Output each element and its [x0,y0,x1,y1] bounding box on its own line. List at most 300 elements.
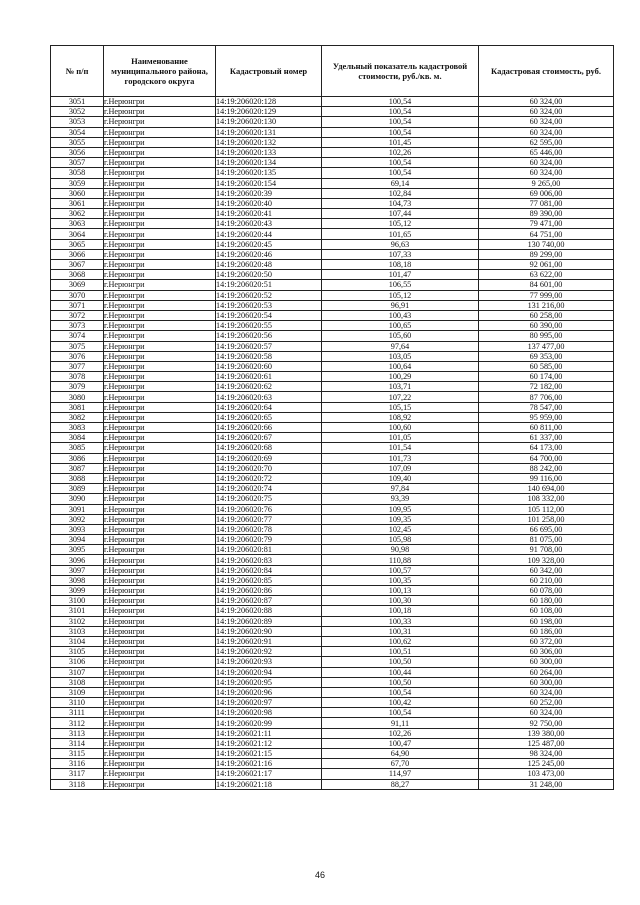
row-district: г.Нерюнгри [104,626,216,636]
row-value: 60 324,00 [479,708,614,718]
row-indicator: 101,73 [322,453,479,463]
row-number: 3114 [51,738,104,748]
row-indicator: 100,18 [322,606,479,616]
row-number: 3092 [51,514,104,524]
row-district: г.Нерюнгри [104,260,216,270]
row-indicator: 100,54 [322,158,479,168]
row-value: 89 390,00 [479,209,614,219]
row-number: 3081 [51,402,104,412]
table-row [51,728,614,738]
row-indicator: 90,98 [322,545,479,555]
row-number: 3115 [51,749,104,759]
row-value: 60 180,00 [479,596,614,606]
row-district: г.Нерюнгри [104,351,216,361]
row-cadastral-number: 14:19:206020:94 [216,667,322,677]
row-number: 3057 [51,158,104,168]
table-row [51,504,614,514]
row-value: 64 751,00 [479,229,614,239]
table-row [51,657,614,667]
row-district: г.Нерюнгри [104,168,216,178]
table-row [51,779,614,789]
row-cadastral-number: 14:19:206020:75 [216,494,322,504]
row-cadastral-number: 14:19:206020:98 [216,708,322,718]
row-district: г.Нерюнгри [104,484,216,494]
row-cadastral-number: 14:19:206020:44 [216,229,322,239]
row-indicator: 102,26 [322,147,479,157]
row-value: 103 473,00 [479,769,614,779]
row-district: г.Нерюнгри [104,565,216,575]
row-district: г.Нерюнгри [104,402,216,412]
table-row [51,687,614,697]
table-row [51,239,614,249]
row-number: 3066 [51,249,104,259]
table-row [51,484,614,494]
row-cadastral-number: 14:19:206021:16 [216,759,322,769]
row-number: 3076 [51,351,104,361]
row-district: г.Нерюнгри [104,473,216,483]
row-number: 3078 [51,372,104,382]
row-number: 3110 [51,698,104,708]
table-row [51,769,614,779]
row-value: 61 337,00 [479,433,614,443]
table-row [51,382,614,392]
table-row [51,219,614,229]
row-value: 78 547,00 [479,402,614,412]
row-indicator: 100,29 [322,372,479,382]
row-district: г.Нерюнгри [104,290,216,300]
row-value: 60 300,00 [479,677,614,687]
row-number: 3064 [51,229,104,239]
row-cadastral-number: 14:19:206020:133 [216,147,322,157]
row-number: 3067 [51,260,104,270]
row-district: г.Нерюнгри [104,270,216,280]
row-cadastral-number: 14:19:206020:87 [216,596,322,606]
table-row [51,290,614,300]
row-district: г.Нерюнгри [104,209,216,219]
row-indicator: 97,84 [322,484,479,494]
row-indicator: 108,18 [322,260,479,270]
row-cadastral-number: 14:19:206020:68 [216,443,322,453]
row-number: 3087 [51,463,104,473]
row-indicator: 67,70 [322,759,479,769]
header-specific-indicator: Удельный показатель кадастровой стоимости, руб./кв. м. [322,46,479,97]
row-indicator: 100,50 [322,657,479,667]
table-row [51,260,614,270]
row-cadastral-number: 14:19:206020:70 [216,463,322,473]
row-district: г.Нерюнгри [104,514,216,524]
row-value: 60 585,00 [479,361,614,371]
table-row [51,300,614,310]
row-cadastral-number: 14:19:206020:53 [216,300,322,310]
cadastral-value-table [50,45,614,790]
row-cadastral-number: 14:19:206020:66 [216,423,322,433]
row-cadastral-number: 14:19:206020:74 [216,484,322,494]
row-value: 98 324,00 [479,749,614,759]
row-number: 3096 [51,555,104,565]
row-number: 3062 [51,209,104,219]
table-row [51,168,614,178]
row-number: 3118 [51,779,104,789]
row-indicator: 97,64 [322,341,479,351]
row-indicator: 106,55 [322,280,479,290]
row-value: 99 116,00 [479,473,614,483]
row-district: г.Нерюнгри [104,229,216,239]
row-value: 64 700,00 [479,453,614,463]
table-row [51,229,614,239]
row-cadastral-number: 14:19:206020:154 [216,178,322,188]
row-indicator: 93,39 [322,494,479,504]
row-cadastral-number: 14:19:206020:91 [216,636,322,646]
row-value: 9 265,00 [479,178,614,188]
row-indicator: 110,88 [322,555,479,565]
row-cadastral-number: 14:19:206020:39 [216,188,322,198]
row-district: г.Нерюнгри [104,239,216,249]
table-header [51,46,614,97]
row-value: 87 706,00 [479,392,614,402]
row-cadastral-number: 14:19:206020:85 [216,575,322,585]
row-value: 84 601,00 [479,280,614,290]
table-row [51,555,614,565]
table-row [51,97,614,107]
row-district: г.Нерюнгри [104,596,216,606]
row-district: г.Нерюнгри [104,667,216,677]
row-cadastral-number: 14:19:206021:15 [216,749,322,759]
row-indicator: 100,54 [322,168,479,178]
row-cadastral-number: 14:19:206020:135 [216,168,322,178]
row-number: 3105 [51,647,104,657]
row-cadastral-number: 14:19:206020:88 [216,606,322,616]
row-cadastral-number: 14:19:206020:129 [216,107,322,117]
row-value: 60 324,00 [479,127,614,137]
row-indicator: 100,57 [322,565,479,575]
table-row [51,636,614,646]
row-district: г.Нерюнгри [104,117,216,127]
table-row [51,647,614,657]
row-indicator: 100,54 [322,127,479,137]
row-district: г.Нерюнгри [104,586,216,596]
row-district: г.Нерюнгри [104,575,216,585]
row-number: 3107 [51,667,104,677]
row-indicator: 107,33 [322,249,479,259]
row-district: г.Нерюнгри [104,749,216,759]
header-district: Наименование муниципального района, городского округа [104,46,216,97]
row-district: г.Нерюнгри [104,147,216,157]
row-district: г.Нерюнгри [104,494,216,504]
row-value: 60 186,00 [479,626,614,636]
row-cadastral-number: 14:19:206020:51 [216,280,322,290]
row-value: 31 248,00 [479,779,614,789]
row-value: 60 324,00 [479,158,614,168]
row-number: 3112 [51,718,104,728]
row-value: 79 471,00 [479,219,614,229]
row-cadastral-number: 14:19:206020:52 [216,290,322,300]
row-district: г.Нерюнгри [104,412,216,422]
row-cadastral-number: 14:19:206020:95 [216,677,322,687]
row-indicator: 109,95 [322,504,479,514]
row-value: 60 252,00 [479,698,614,708]
table-row [51,626,614,636]
row-number: 3068 [51,270,104,280]
row-indicator: 100,35 [322,575,479,585]
row-value: 105 112,00 [479,504,614,514]
row-district: г.Нерюнгри [104,107,216,117]
table-row [51,158,614,168]
row-value: 66 695,00 [479,524,614,534]
row-indicator: 100,54 [322,107,479,117]
row-number: 3088 [51,473,104,483]
row-value: 125 487,00 [479,738,614,748]
row-indicator: 100,62 [322,636,479,646]
row-indicator: 101,54 [322,443,479,453]
row-district: г.Нерюнгри [104,300,216,310]
row-number: 3098 [51,575,104,585]
row-number: 3074 [51,331,104,341]
row-value: 69 353,00 [479,351,614,361]
row-district: г.Нерюнгри [104,769,216,779]
row-district: г.Нерюнгри [104,687,216,697]
table-row [51,667,614,677]
row-indicator: 107,44 [322,209,479,219]
row-indicator: 100,54 [322,117,479,127]
table-row [51,514,614,524]
row-district: г.Нерюнгри [104,198,216,208]
header-cadastral-number: Кадастровый номер [216,46,322,97]
row-indicator: 91,11 [322,718,479,728]
row-district: г.Нерюнгри [104,606,216,616]
row-number: 3077 [51,361,104,371]
row-cadastral-number: 14:19:206020:128 [216,97,322,107]
row-number: 3061 [51,198,104,208]
row-indicator: 105,12 [322,219,479,229]
row-district: г.Нерюнгри [104,372,216,382]
row-district: г.Нерюнгри [104,219,216,229]
row-cadastral-number: 14:19:206020:61 [216,372,322,382]
row-cadastral-number: 14:19:206020:62 [216,382,322,392]
row-indicator: 101,45 [322,137,479,147]
row-cadastral-number: 14:19:206020:78 [216,524,322,534]
row-indicator: 100,42 [322,698,479,708]
row-value: 89 299,00 [479,249,614,259]
table-row [51,698,614,708]
row-district: г.Нерюнгри [104,535,216,545]
row-district: г.Нерюнгри [104,708,216,718]
table-row [51,606,614,616]
table-row [51,209,614,219]
row-cadastral-number: 14:19:206020:93 [216,657,322,667]
row-value: 60 324,00 [479,117,614,127]
row-indicator: 100,54 [322,708,479,718]
row-cadastral-number: 14:19:206020:130 [216,117,322,127]
row-value: 60 324,00 [479,97,614,107]
row-indicator: 100,31 [322,626,479,636]
row-district: г.Нерюнгри [104,636,216,646]
row-indicator: 101,47 [322,270,479,280]
row-value: 81 075,00 [479,535,614,545]
row-cadastral-number: 14:19:206020:84 [216,565,322,575]
row-number: 3106 [51,657,104,667]
row-cadastral-number: 14:19:206021:17 [216,769,322,779]
row-value: 139 380,00 [479,728,614,738]
row-indicator: 102,84 [322,188,479,198]
row-district: г.Нерюнгри [104,188,216,198]
row-district: г.Нерюнгри [104,463,216,473]
row-number: 3059 [51,178,104,188]
row-number: 3103 [51,626,104,636]
row-number: 3080 [51,392,104,402]
table-row [51,107,614,117]
row-district: г.Нерюнгри [104,453,216,463]
row-value: 60 174,00 [479,372,614,382]
row-value: 60 300,00 [479,657,614,667]
row-district: г.Нерюнгри [104,321,216,331]
row-value: 60 324,00 [479,168,614,178]
row-cadastral-number: 14:19:206020:54 [216,310,322,320]
row-number: 3070 [51,290,104,300]
row-value: 137 477,00 [479,341,614,351]
row-indicator: 105,60 [322,331,479,341]
row-value: 63 622,00 [479,270,614,280]
row-indicator: 114,97 [322,769,479,779]
table-row [51,535,614,545]
table-row [51,127,614,137]
row-indicator: 108,92 [322,412,479,422]
row-district: г.Нерюнгри [104,310,216,320]
row-number: 3079 [51,382,104,392]
row-value: 88 242,00 [479,463,614,473]
table-row [51,117,614,127]
row-number: 3084 [51,433,104,443]
row-number: 3099 [51,586,104,596]
row-indicator: 105,12 [322,290,479,300]
table-row [51,718,614,728]
row-cadastral-number: 14:19:206020:86 [216,586,322,596]
row-value: 60 108,00 [479,606,614,616]
row-indicator: 88,27 [322,779,479,789]
table-row [51,453,614,463]
row-indicator: 101,65 [322,229,479,239]
row-district: г.Нерюнгри [104,555,216,565]
row-district: г.Нерюнгри [104,382,216,392]
row-number: 3054 [51,127,104,137]
row-cadastral-number: 14:19:206020:131 [216,127,322,137]
row-value: 62 595,00 [479,137,614,147]
table-row [51,443,614,453]
row-cadastral-number: 14:19:206020:65 [216,412,322,422]
row-number: 3085 [51,443,104,453]
row-district: г.Нерюнгри [104,249,216,259]
table-body [51,97,614,790]
table-row [51,524,614,534]
table-row [51,331,614,341]
table-row [51,372,614,382]
row-cadastral-number: 14:19:206020:81 [216,545,322,555]
row-value: 72 182,00 [479,382,614,392]
table-row [51,473,614,483]
row-district: г.Нерюнгри [104,178,216,188]
row-number: 3117 [51,769,104,779]
row-indicator: 96,91 [322,300,479,310]
row-indicator: 100,65 [322,321,479,331]
row-indicator: 100,33 [322,616,479,626]
row-indicator: 109,40 [322,473,479,483]
row-indicator: 100,30 [322,596,479,606]
row-value: 131 216,00 [479,300,614,310]
table-row [51,545,614,555]
row-district: г.Нерюнгри [104,392,216,402]
row-value: 60 198,00 [479,616,614,626]
row-indicator: 102,45 [322,524,479,534]
row-district: г.Нерюнгри [104,341,216,351]
row-value: 64 173,00 [479,443,614,453]
row-indicator: 100,13 [322,586,479,596]
row-value: 60 078,00 [479,586,614,596]
row-district: г.Нерюнгри [104,698,216,708]
row-indicator: 100,54 [322,687,479,697]
row-number: 3073 [51,321,104,331]
row-value: 60 372,00 [479,636,614,646]
row-district: г.Нерюнгри [104,759,216,769]
row-number: 3082 [51,412,104,422]
row-cadastral-number: 14:19:206020:50 [216,270,322,280]
row-indicator: 100,50 [322,677,479,687]
row-value: 60 342,00 [479,565,614,575]
row-cadastral-number: 14:19:206020:77 [216,514,322,524]
row-number: 3060 [51,188,104,198]
row-district: г.Нерюнгри [104,524,216,534]
table-row [51,708,614,718]
row-number: 3071 [51,300,104,310]
row-district: г.Нерюнгри [104,545,216,555]
row-number: 3090 [51,494,104,504]
header-cadastral-value: Кадастровая стоимость, руб. [479,46,614,97]
row-cadastral-number: 14:19:206020:60 [216,361,322,371]
row-district: г.Нерюнгри [104,657,216,667]
row-indicator: 101,05 [322,433,479,443]
row-number: 3089 [51,484,104,494]
row-value: 60 306,00 [479,647,614,657]
row-district: г.Нерюнгри [104,331,216,341]
row-cadastral-number: 14:19:206020:64 [216,402,322,412]
table-row [51,433,614,443]
row-indicator: 69,14 [322,178,479,188]
row-indicator: 102,26 [322,728,479,738]
row-value: 140 694,00 [479,484,614,494]
row-value: 60 390,00 [479,321,614,331]
table-row [51,565,614,575]
table-row [51,738,614,748]
row-value: 80 995,00 [479,331,614,341]
table-row [51,586,614,596]
row-indicator: 100,64 [322,361,479,371]
row-indicator: 104,73 [322,198,479,208]
row-number: 3111 [51,708,104,718]
row-cadastral-number: 14:19:206020:58 [216,351,322,361]
row-value: 60 258,00 [479,310,614,320]
row-number: 3058 [51,168,104,178]
row-number: 3083 [51,423,104,433]
row-number: 3055 [51,137,104,147]
row-number: 3104 [51,636,104,646]
row-number: 3097 [51,565,104,575]
row-cadastral-number: 14:19:206020:55 [216,321,322,331]
row-indicator: 96,63 [322,239,479,249]
row-cadastral-number: 14:19:206021:12 [216,738,322,748]
row-indicator: 103,05 [322,351,479,361]
row-district: г.Нерюнгри [104,97,216,107]
table-row [51,575,614,585]
header-row [51,46,614,97]
row-number: 3101 [51,606,104,616]
